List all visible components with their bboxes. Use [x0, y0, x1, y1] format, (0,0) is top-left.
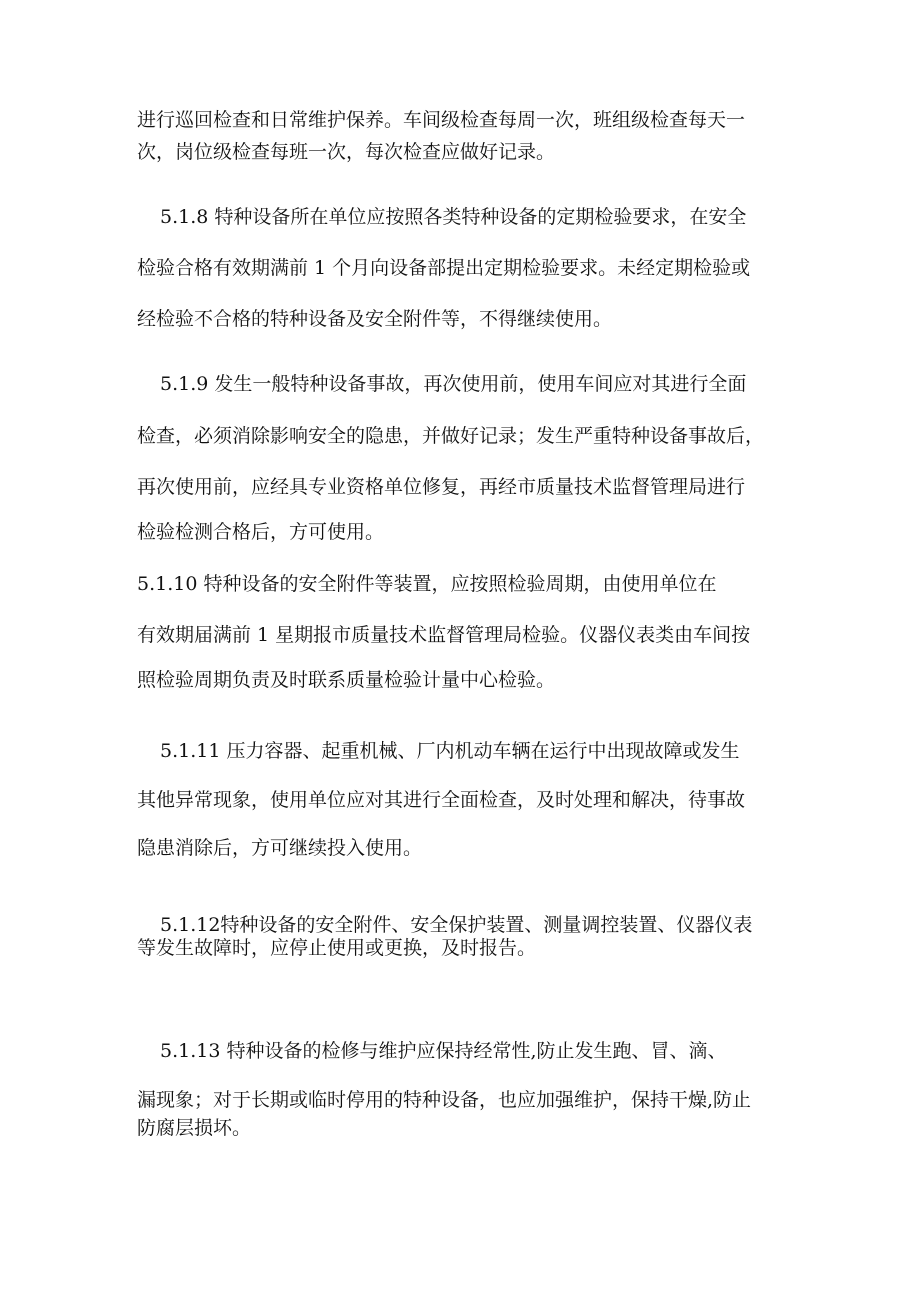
text-line: 再次使用前，应经具专业资格单位修复，再经市质量技术监督管理局进行: [137, 476, 746, 498]
text-line: 检验合格有效期满前 1 个月向设备部提出定期检验要求。未经定期检验或: [137, 257, 751, 279]
section-5-1-12-text: 5.1.12特种设备的安全附件、安全保护装置、测量调控装置、仪器仪表: [160, 914, 753, 936]
text-line: 有效期届满前 1 星期报市质量技术监督管理局检验。仪器仪表类由车间按: [137, 624, 751, 646]
text-line: 进行巡回检查和日常维护保养。车间级检查每周一次，班组级检查每天一: [137, 109, 746, 131]
section-5-1-9-text: 5.1.9 发生一般特种设备事故，再次使用前，使用车间应对其进行全面: [160, 373, 747, 395]
text-line: 等发生故障时，应停止使用或更换，及时报告。: [137, 937, 537, 959]
section-5-1-13-text: 5.1.13 特种设备的检修与维护应保持经常性,防止发生跑、冒、滴、: [160, 1040, 727, 1062]
text-line: 防腐层损坏。: [137, 1117, 252, 1139]
text-line: 其他异常现象，使用单位应对其进行全面检查，及时处理和解决，待事故: [137, 789, 746, 811]
text-line: 隐患消除后，方可继续投入使用。: [137, 837, 423, 859]
text-line: 漏现象；对于长期或临时停用的特种设备，也应加强维护，保持干燥,防止: [137, 1089, 752, 1111]
text-line: 照检验周期负责及时联系质量检验计量中心检验。: [137, 669, 556, 691]
section-5-1-10-text: 5.1.10 特种设备的安全附件等装置，应按照检验周期，由使用单位在: [137, 573, 717, 595]
section-5-1-8-text: 5.1.8 特种设备所在单位应按照各类特种设备的定期检验要求，在安全: [160, 206, 747, 228]
text-line: 经检验不合格的特种设备及安全附件等，不得继续使用。: [137, 308, 613, 330]
text-line: 检验检测合格后，方可使用。: [137, 521, 385, 543]
text-line: 次，岗位级检查每班一次，每次检查应做好记录。: [137, 141, 556, 163]
text-line: 检查，必须消除影响安全的隐患，并做好记录；发生严重特种设备事故后，: [137, 425, 765, 447]
section-5-1-11-text: 5.1.11 压力容器、起重机械、厂内机动车辆在运行中出现故障或发生: [160, 740, 740, 762]
